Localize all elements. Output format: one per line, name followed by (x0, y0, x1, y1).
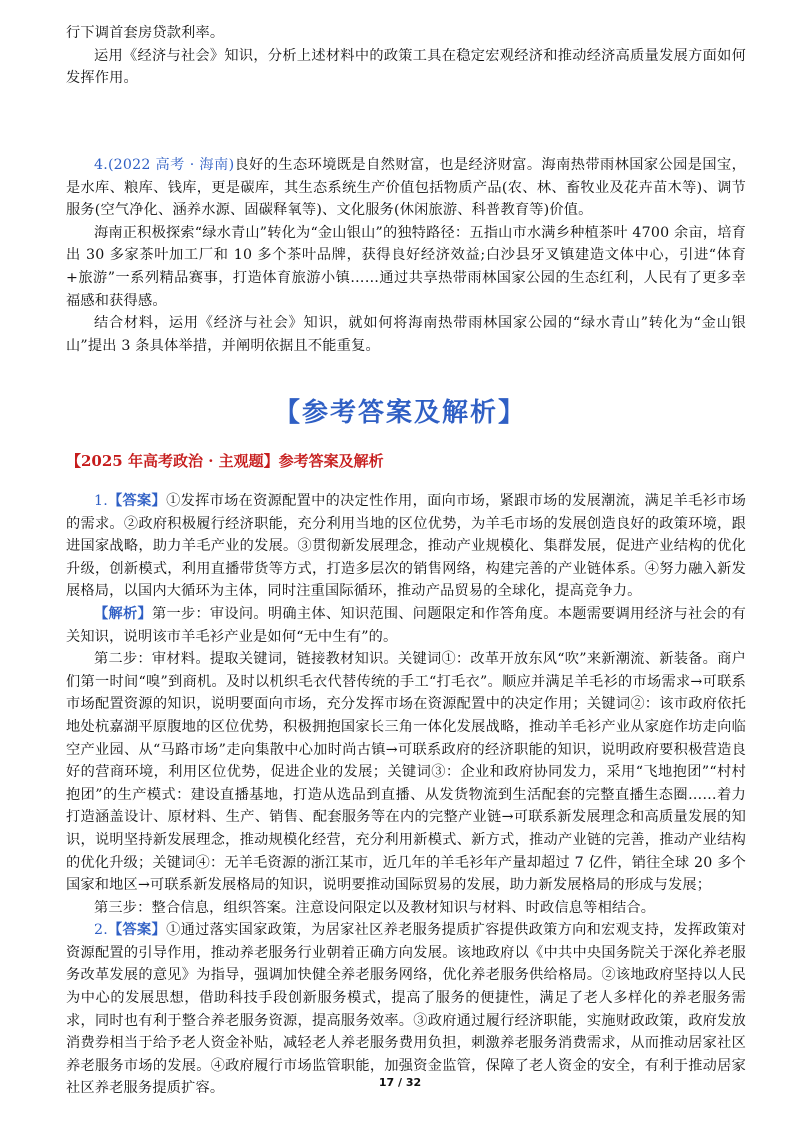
analysis-1-step-1-text: 第一步：审设问。明确主体、知识范围、问题限定和作答角度。本题需要调用经济与社会的有关知识，说明该市羊毛衫产业是如何“无中生有”的。 (66, 605, 746, 645)
answers-body (66, 490, 746, 1100)
question-4-intro (66, 154, 746, 222)
answer-2-text: ①通过落实国家政策，为居家社区养老服务提质扩容提供政策方向和宏观支持，发挥政策对资源配置的引导作用，推动养老服务行业朝着正确方向发展。该地政府以《中共中央国务院关于深化养老服务改革发展的意见》为指导，强调加快健全养老服务网络，优化养老服务供给格局。②该地政府坚持以人民为中心的发展思想，借助科技手段创新服务模式，提高了服务的便捷性，满足了老人多样化的养老服务需求，同时也有利于整合养老服务资源，提高服务效率。③政府通过履行经济职能，实施财政政策，政府发放消费券相当于给予老人资金补贴，减轻老人养老服务费用负担，刺激养老服务消费需求，从而推动居家社区养老服务市场的发展。④政府履行市场监管职能，加强资金监管，保障了老人资金的安全，有利于推动居家社区养老服务提质扩容。 (66, 922, 746, 1097)
question-4-material-1: 良好的生态环境既是自然财富，也是经济财富。海南热带雨林国家公园是国宝，是水库、粮库、钱库，更是碳库，其生态系统生产价值包括物质产品(农、林、畜牧业及花卉苗木等)、调节服务(空气净化、涵养水源、固碳释氧等)、文化服务(休闲旅游、科普教育等)价值。 (66, 157, 746, 219)
question-4-number: 4. (94, 157, 108, 173)
question-3-tail-block (66, 22, 746, 90)
answer-1-number: 1. (94, 493, 108, 509)
answers-title: 【参考答案及解析】 (273, 398, 526, 428)
question-4-prompt: 结合材料，运用《经济与社会》知识，就如何将海南热带雨林国家公园的“绿水青山”转化为“金山银山”提出 3 条具体举措，并阐明依据且不能重复。 (66, 315, 746, 354)
question-3-prompt: 运用《经济与社会》知识，分析上述材料中的政策工具在稳定宏观经济和推动经济高质量发展方面如何发挥作用。 (66, 47, 746, 87)
question-4-material-2: 海南正积极探索“绿水青山”转化为“金山银山”的独特路径：五指山市水满乡种植茶叶 4700 余亩，培育出 30 多家茶叶加工厂和 10 多个茶叶品牌，获得良好经济效益;白沙县牙叉镇建造文体中心，引进“体育+旅游”一系列精品赛事，打造体育旅游小镇……通过共享热带雨林国家公园的生态红利，人民有了更多幸福感和获得感。 (66, 224, 746, 309)
analysis-1-step-2: 第二步：审材料。提取关键词，链接教材知识。关键词①：改革开放东风“吹”来新潮流、新装备。商户们第一时间“嗅”到商机。及时以机织毛衣代替传统的手工“打毛衣”。顺应并满足羊毛衫的市场需求→可联系市场配置资源的知识，说明要面向市场，充分发挥市场在资源配置中的决定作用；关键词②：该市政府依托地处杭嘉湖平原腹地的区位优势，积极拥抱国家长三角一体化发展战略，推动羊毛衫产业从家庭作坊走向临空产业园、从“马路市场”走向集散中心加时尚古镇→可联系政府的经济职能的知识，说明政府要积极营造良好的营商环境，利用区位优势，促进企业的发展；关键词③：企业和政府协同发力，采用“飞地抱团”“村村抱团”的生产模式：建设直播基地，打造从选品到直播、从发货物流到生活配套的完整直播生态圈……着力打造涵盖设计、原材料、生产、销售、配套服务等在内的完整产业链→可联系新发展理念和高质量发展的知识，说明坚持新发展理念，推动规模化经营，充分利用新模式、新方式，推动产业链的完善，推动产业结构的优化升级；关键词④：无羊毛资源的浙江某市，近几年的羊毛衫年产量却超过 7 亿件，销往全球 20 多个国家和地区→可联系新发展格局的知识，说明要推动国际贸易的发展，助力新发展格局的形成与发展； (66, 651, 746, 894)
answer-1 (66, 490, 746, 603)
analysis-1-step-1 (66, 603, 746, 648)
answers-section-title: 【2025 年高考政治 · 主观题】参考答案及解析 (66, 452, 384, 470)
answer-2-number: 2. (94, 922, 108, 939)
answer-2-tag: 【答案】 (107, 922, 167, 939)
answer-1-text: ①发挥市场在资源配置中的决定性作用，面向市场，紧跟市场的发展潮流，满足羊毛衫市场的需求。②政府积极履行经济职能，充分利用当地的区位优势，为羊毛市场的发展创造良好的政策环境，跟进国家战略，助力羊毛产业的发展。③贯彻新发展理念，推动产业规模化、集群发展，促进产业结构的优化升级，创新模式，利用直播带货等方式，打造多层次的销售网络，构建完善的产业链体系。④努力融入新发展格局，以国内大循环为主体，同时注重国际循环，推动产品贸易的全球化，提高竞争力。 (66, 493, 746, 600)
answer-1-tag: 【答案】 (107, 493, 167, 509)
question-4-block (66, 154, 746, 357)
analysis-1-tag: 【解析】 (94, 605, 152, 622)
analysis-1-step-3: 第三步：整合信息，组织答案。注意设问限定以及教材知识与材料、时政信息等相结合。 (94, 899, 656, 916)
page-number: 17 / 32 (378, 1076, 422, 1089)
question-4-source: (2022 高考 · 海南) (107, 157, 235, 173)
question-3-tail: 行下调首套房贷款利率。 (66, 25, 225, 41)
answer-2 (66, 919, 746, 1100)
